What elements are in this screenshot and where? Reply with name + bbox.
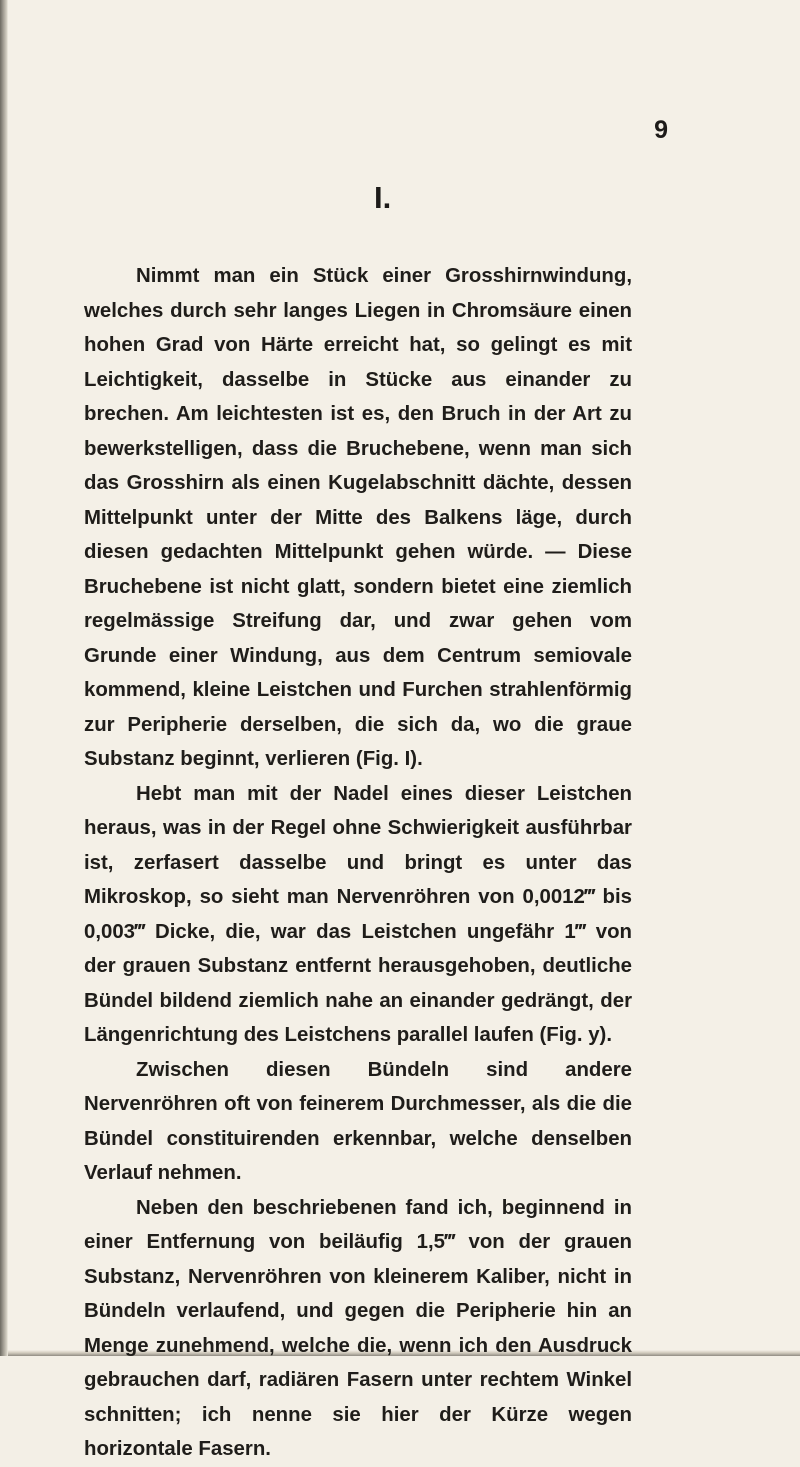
paragraph-1: Nimmt man ein Stück einer Grosshirnwindung, welches durch sehr langes Liegen in Chromsäure einen hohen Grad von Härte erreicht hat, so gelingt es mit Leichtigkeit, dasselbe in Stücke aus einander zu brechen. Am leichtesten ist es, den Bruch in der Art zu bewerkstelligen, dass die Bruchebene, wenn man sich das Grosshirn als einen Kugelabschnitt dächte, dessen Mittelpunkt unter der Mitte des Balkens läge, durch diesen gedachten Mittelpunkt gehen würde. — Diese Bruchebene ist nicht glatt, sondern bietet eine ziemlich regelmässige Streifung dar, und zwar gehen vom Grunde einer Windung, aus dem Centrum semiovale kommend, kleine Leistchen und Furchen strahlenförmig zur Peripherie derselben, die sich da, wo die graue Substanz beginnt, verlieren (Fig. I). — [84, 265, 632, 770]
page-binding-edge — [0, 0, 8, 1356]
paragraph-2: Hebt man mit der Nadel eines dieser Leistchen heraus, was in der Regel ohne Schwierigkeit ausführbar ist, zerfasert dasselbe und bringt es unter das Mikroskop, so sieht man Nervenröhren von 0,0012‴ bis 0,003‴ Dicke, die, war das Leistchen ungefähr 1‴ von der grauen Substanz entfernt herausgehoben, deutliche Bündel bildend ziemlich nahe an einander gedrängt, der Längenrichtung des Leistchens parallel laufen (Fig. y). — [84, 782, 632, 1046]
body-text — [84, 259, 632, 1467]
section-heading: I. — [374, 180, 392, 215]
paragraph-3: Zwischen diesen Bündeln sind andere Nervenröhren oft von feinerem Durchmesser, als die die Bündel constituirenden erkennbar, welche denselben Verlauf nehmen. — [84, 1058, 632, 1184]
page-number: 9 — [654, 116, 668, 144]
paragraph-4: Neben den beschriebenen fand ich, beginnend in einer Entfernung von beiläufig 1,5‴ von der grauen Substanz, Nervenröhren von kleinerem Kaliber, nicht in Bündeln verlaufend, und gegen die Peripherie hin an Menge zunehmend, welche die, wenn ich den Ausdruck gebrauchen darf, radiären Fasern unter rechtem Winkel schnitten; ich nenne sie hier der Kürze wegen horizontale Fasern. — [84, 1196, 632, 1460]
